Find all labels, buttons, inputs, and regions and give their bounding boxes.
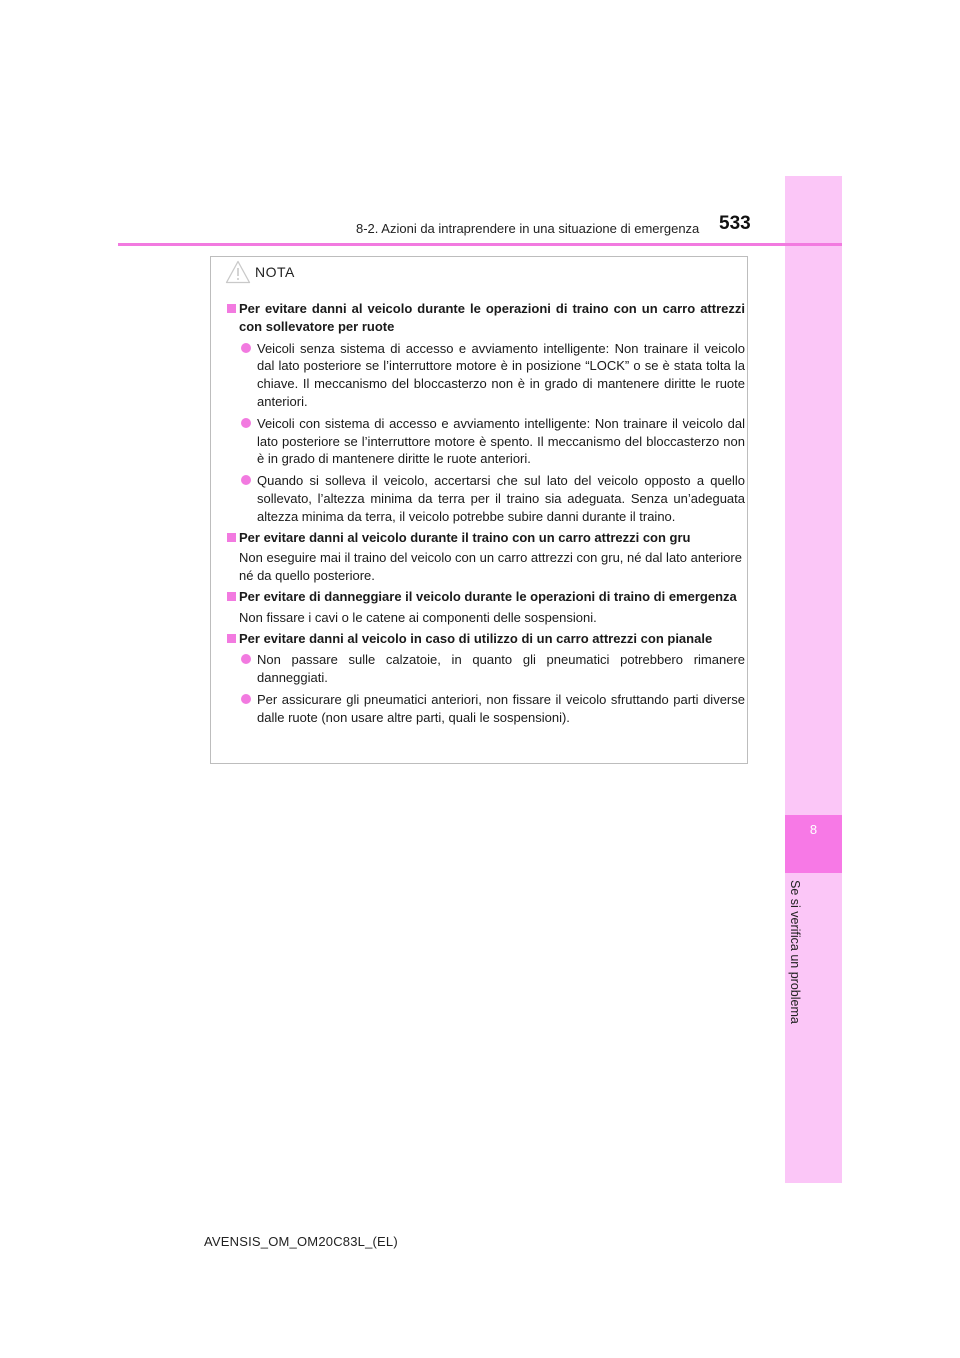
notice-body	[227, 297, 745, 727]
list-item-text: Veicoli con sistema di accesso e avviamento intelligente: Non trainare il veicolo dal lato posteriore se l’interruttore motore è spento. Il meccanismo del bloccasterzo non è in grado di mantenere diritte le ruote anteriori.	[257, 415, 745, 467]
chapter-label: Se si verifica un problema	[788, 880, 802, 1024]
list-item-text: Non passare sulle calzatoie, in quanto gli pneumatici potrebbero rimanere danneggiati.	[257, 652, 745, 686]
round-bullet-icon	[241, 418, 251, 428]
list-item	[227, 691, 745, 727]
section-heading	[227, 588, 745, 606]
section-heading-text: Per evitare danni al veicolo durante le operazioni di traino con un carro attrezzi con sollevatore per ruote	[239, 301, 745, 334]
round-bullet-icon	[241, 654, 251, 664]
round-bullet-icon	[241, 694, 251, 704]
section-heading	[227, 630, 745, 648]
list-item	[227, 651, 745, 687]
page-number: 533	[719, 213, 751, 234]
round-bullet-icon	[241, 343, 251, 353]
list-item	[227, 340, 745, 411]
list-item-text: Per assicurare gli pneumatici anteriori, non fissare il veicolo sfruttando parti diverse dalle ruote (non usare altre parti, quali le sospensioni).	[257, 691, 745, 725]
warning-triangle-icon	[225, 260, 251, 284]
square-bullet-icon	[227, 533, 236, 542]
list-item-text: Quando si solleva il veicolo, accertarsi che sul lato del veicolo opposto a quello sollevato, l’altezza minima da terra per il traino sia adeguata. Senza un’adeguata altezza minima da terra, il veicolo potrebbe subire danni durante il traino.	[257, 473, 745, 524]
footer-doc-code: AVENSIS_OM_OM20C83L_(EL)	[204, 1234, 398, 1249]
section-heading	[227, 529, 745, 547]
paragraph: Non fissare i cavi o le catene ai componenti delle sospensioni.	[239, 609, 597, 625]
notice-title: NOTA	[255, 264, 295, 280]
section-heading	[227, 300, 745, 336]
notice-header	[225, 257, 295, 287]
section-title: 8-2. Azioni da intraprendere in una situazione di emergenza	[356, 221, 700, 236]
notice-box	[210, 256, 748, 764]
round-bullet-icon	[241, 475, 251, 485]
section-heading-text: Per evitare danni al veicolo durante il traino con un carro attrezzi con gru	[239, 529, 691, 545]
square-bullet-icon	[227, 592, 236, 601]
section-heading-text: Per evitare di danneggiare il veicolo durante le operazioni di traino di emergenza	[239, 588, 737, 604]
paragraph: Non eseguire mai il traino del veicolo con un carro attrezzi con gru, né dal lato anteriore né da quello posteriore.	[239, 550, 742, 584]
list-item	[227, 472, 745, 525]
chapter-number: 8	[809, 822, 818, 837]
header-rule	[118, 243, 842, 246]
list-item	[227, 415, 745, 468]
section-heading-text: Per evitare danni al veicolo in caso di utilizzo di un carro attrezzi con pianale	[239, 630, 713, 646]
square-bullet-icon	[227, 304, 236, 313]
list-item-text: Veicoli senza sistema di accesso e avviamento intelligente: Non trainare il veicolo dal lato posteriore se l’interruttore motore è in posizione “LOCK” o se è stata tolta la chiave. Il meccanismo del bloccasterzo non è in grado di mantenere diritte le ruote anteriori.	[257, 340, 745, 409]
square-bullet-icon	[227, 634, 236, 643]
chapter-label-wrap	[788, 880, 808, 1040]
